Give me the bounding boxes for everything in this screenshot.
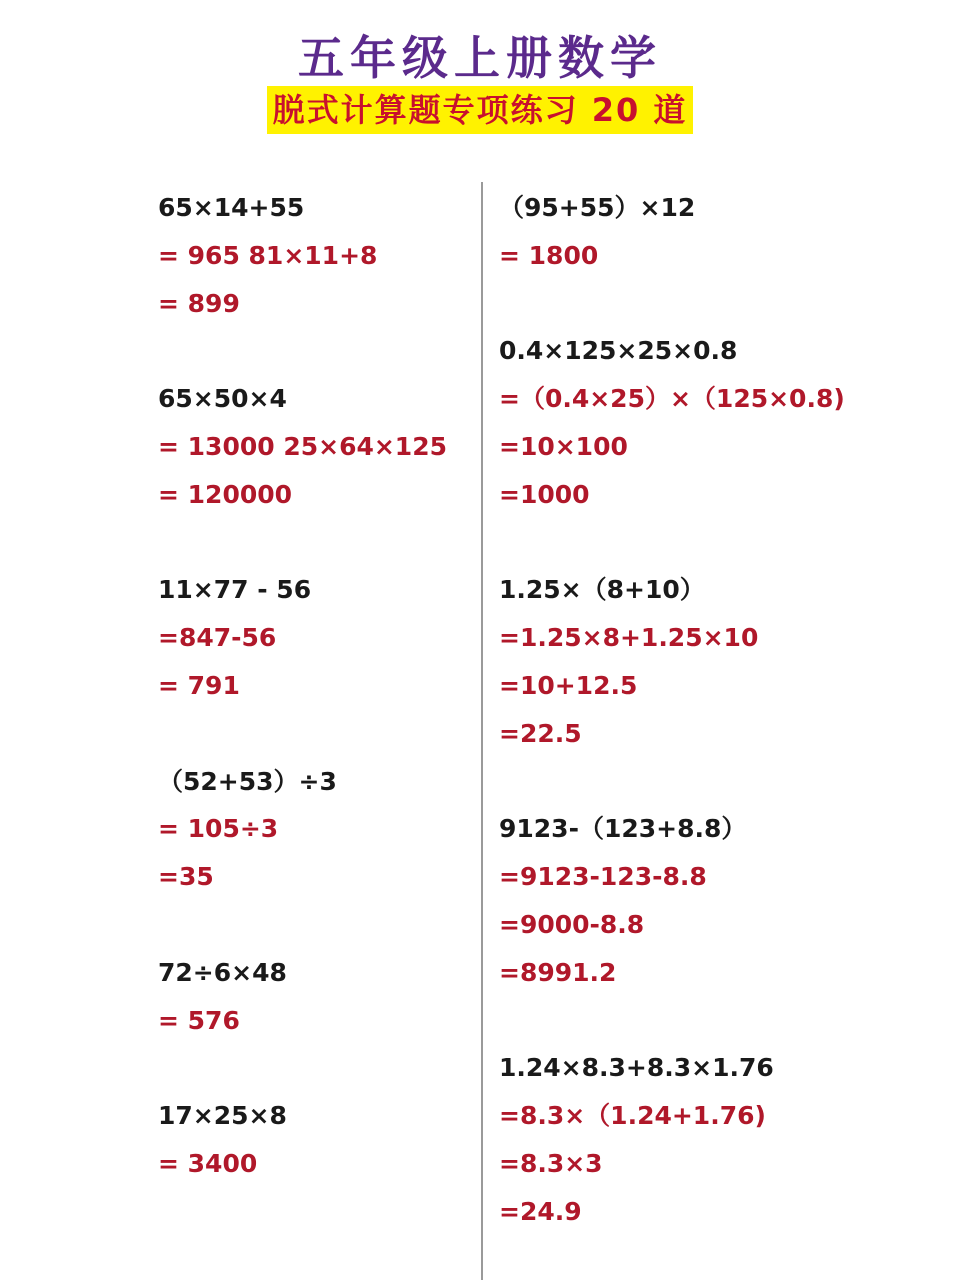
problem-question: 11×77 - 56 bbox=[158, 575, 312, 605]
problem-step: =35 bbox=[158, 862, 214, 892]
problem-step: = 899 bbox=[158, 288, 240, 318]
worksheet-subtitle: 脱式计算题专项练习 20 道 bbox=[267, 86, 694, 134]
worksheet-title: 五年级上册数学 bbox=[298, 31, 662, 85]
problem-step: = 3400 bbox=[158, 1148, 258, 1178]
left-problem-column bbox=[158, 184, 447, 1188]
problem-step: = 105÷3 bbox=[158, 814, 279, 844]
problem-question: 17×25×8 bbox=[158, 1101, 287, 1131]
problem-step: =24.9 bbox=[499, 1196, 582, 1226]
problem-step: =1000 bbox=[499, 479, 590, 509]
problem-question: 1.24×8.3+8.3×1.76 bbox=[499, 1053, 774, 1083]
problem-step: =10+12.5 bbox=[499, 670, 638, 700]
problem-step: =847-56 bbox=[158, 623, 277, 653]
problem-step: =10×100 bbox=[499, 431, 628, 461]
problem-step: = 576 bbox=[158, 1005, 240, 1035]
problem-question: 65×50×4 bbox=[158, 384, 287, 414]
problem-step: = 791 bbox=[158, 670, 240, 700]
problem-question: 1.25×（8+10） bbox=[499, 575, 705, 605]
problem-step: = 13000 25×64×125 bbox=[158, 431, 447, 461]
problem-question: 0.4×125×25×0.8 bbox=[499, 336, 738, 366]
subtitle-banner bbox=[0, 86, 960, 134]
problem-question: （52+53）÷3 bbox=[158, 766, 337, 796]
problem-step: = 120000 bbox=[158, 479, 293, 509]
problem-step: =8.3×3 bbox=[499, 1148, 603, 1178]
problem-step: =9000-8.8 bbox=[499, 909, 645, 939]
problem-question: 72÷6×48 bbox=[158, 957, 287, 987]
problem-question: 9123-（123+8.8） bbox=[499, 814, 747, 844]
problem-step: = 1800 bbox=[499, 240, 599, 270]
problem-step: =（0.4×25）×（125×0.8) bbox=[499, 384, 845, 414]
problem-step: =1.25×8+1.25×10 bbox=[499, 623, 759, 653]
problem-step: =9123-123-8.8 bbox=[499, 862, 707, 892]
problem-step: =8.3×（1.24+1.76) bbox=[499, 1101, 766, 1131]
problem-step: =22.5 bbox=[499, 718, 582, 748]
problem-question: （95+55）×12 bbox=[499, 193, 696, 222]
column-divider bbox=[481, 182, 483, 1280]
problem-question: 65×14+55 bbox=[158, 193, 305, 222]
problem-step: =8991.2 bbox=[499, 957, 617, 987]
problem-step: = 965 81×11+8 bbox=[158, 240, 378, 270]
right-problem-column bbox=[499, 184, 845, 1236]
